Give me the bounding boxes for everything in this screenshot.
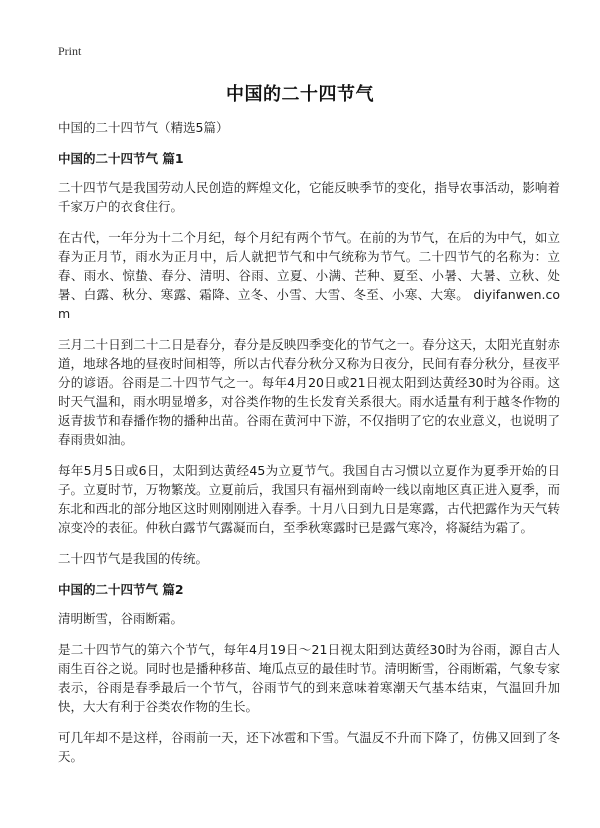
paragraph-text: 在古代，一年分为十二个月纪，每个月纪有两个节气。在前的为节气，在后的为中气，如立春为正月节，雨水为正月中，后人就把节气和中气统称为节气。二十四节气的名称为：立春、雨水、惊蛰、春分、清明、谷雨、立夏、小满、芒种、夏至、小暑、大暑、立秋、处暑、白露、秋分、寒露、霜降、立冬、小雪、大雪、冬至、小寒、大寒。 — [58, 230, 560, 302]
paragraph: 是二十四节气的第六个节气，每年4月19日～21日视太阳到达黄经30时为谷雨，源自古人雨生百谷之说。同时也是播种移苗、埯瓜点豆的最佳时节。清明断雪，谷雨断霜，气象专家表示，谷雨是春季最后一个节气，谷雨节气的到来意味着寒潮天气基本结束，气温回升加快，大大有利于谷类农作物的生长。 — [58, 642, 560, 714]
paragraph: 二十四节气是我国的传统。 — [58, 551, 209, 566]
paragraph: 二十四节气是我国劳动人民创造的辉煌文化，它能反映季节的变化，指导农事活动，影响着千家万户的衣食住行。 — [58, 180, 560, 214]
print-link[interactable]: Print — [58, 44, 82, 58]
page-title: 中国的二十四节气 — [226, 84, 374, 105]
article-subtitle: 中国的二十四节气（精选5篇） — [58, 120, 229, 135]
paragraph — [58, 228, 560, 323]
article-body — [58, 118, 560, 778]
section-heading-2: 中国的二十四节气 篇2 — [58, 582, 184, 597]
paragraph: 每年5月5日或6日，太阳到达黄经45为立夏节气。我国自古习惯以立夏作为夏季开始的日子。立夏时节，万物繁茂。立夏前后，我国只有福州到南岭一线以南地区真正进入夏季，而东北和西北的部分地区这时则刚刚进入春季。十月八日到九日是寒露，古代把露作为天气转凉变冷的表征。仲秋白露节气露凝而白，至季秋寒露时已是露气寒冷，将凝结为霜了。 — [58, 463, 560, 535]
section-heading-1: 中国的二十四节气 篇1 — [58, 151, 184, 166]
paragraph: 三月二十日到二十二日是春分，春分是反映四季变化的节气之一。春分这天，太阳光直射赤道，地球各地的昼夜时间相等，所以古代春分秋分又称为日夜分，民间有春分秋分，昼夜平分的谚语。谷雨是二十四节气之一。每年4月20日或21日视太阳到达黄经30时为谷雨。这时天气温和，雨水明显增多，对谷类作物的生长发育关系很大。雨水适量有利于越冬作物的返青拔节和春播作物的播种出苗。谷雨在黄河中下游，不仅指明了它的农业意义，也说明了春雨贵如油。 — [58, 337, 560, 447]
paragraph: 清明断雪，谷雨断霜。 — [58, 611, 184, 626]
watermark-text: diyifanwen.com — [58, 287, 560, 321]
paragraph: 可几年却不是这样，谷雨前一天，还下冰雹和下雪。气温反不升而下降了，仿佛又回到了冬天。 — [58, 730, 560, 764]
